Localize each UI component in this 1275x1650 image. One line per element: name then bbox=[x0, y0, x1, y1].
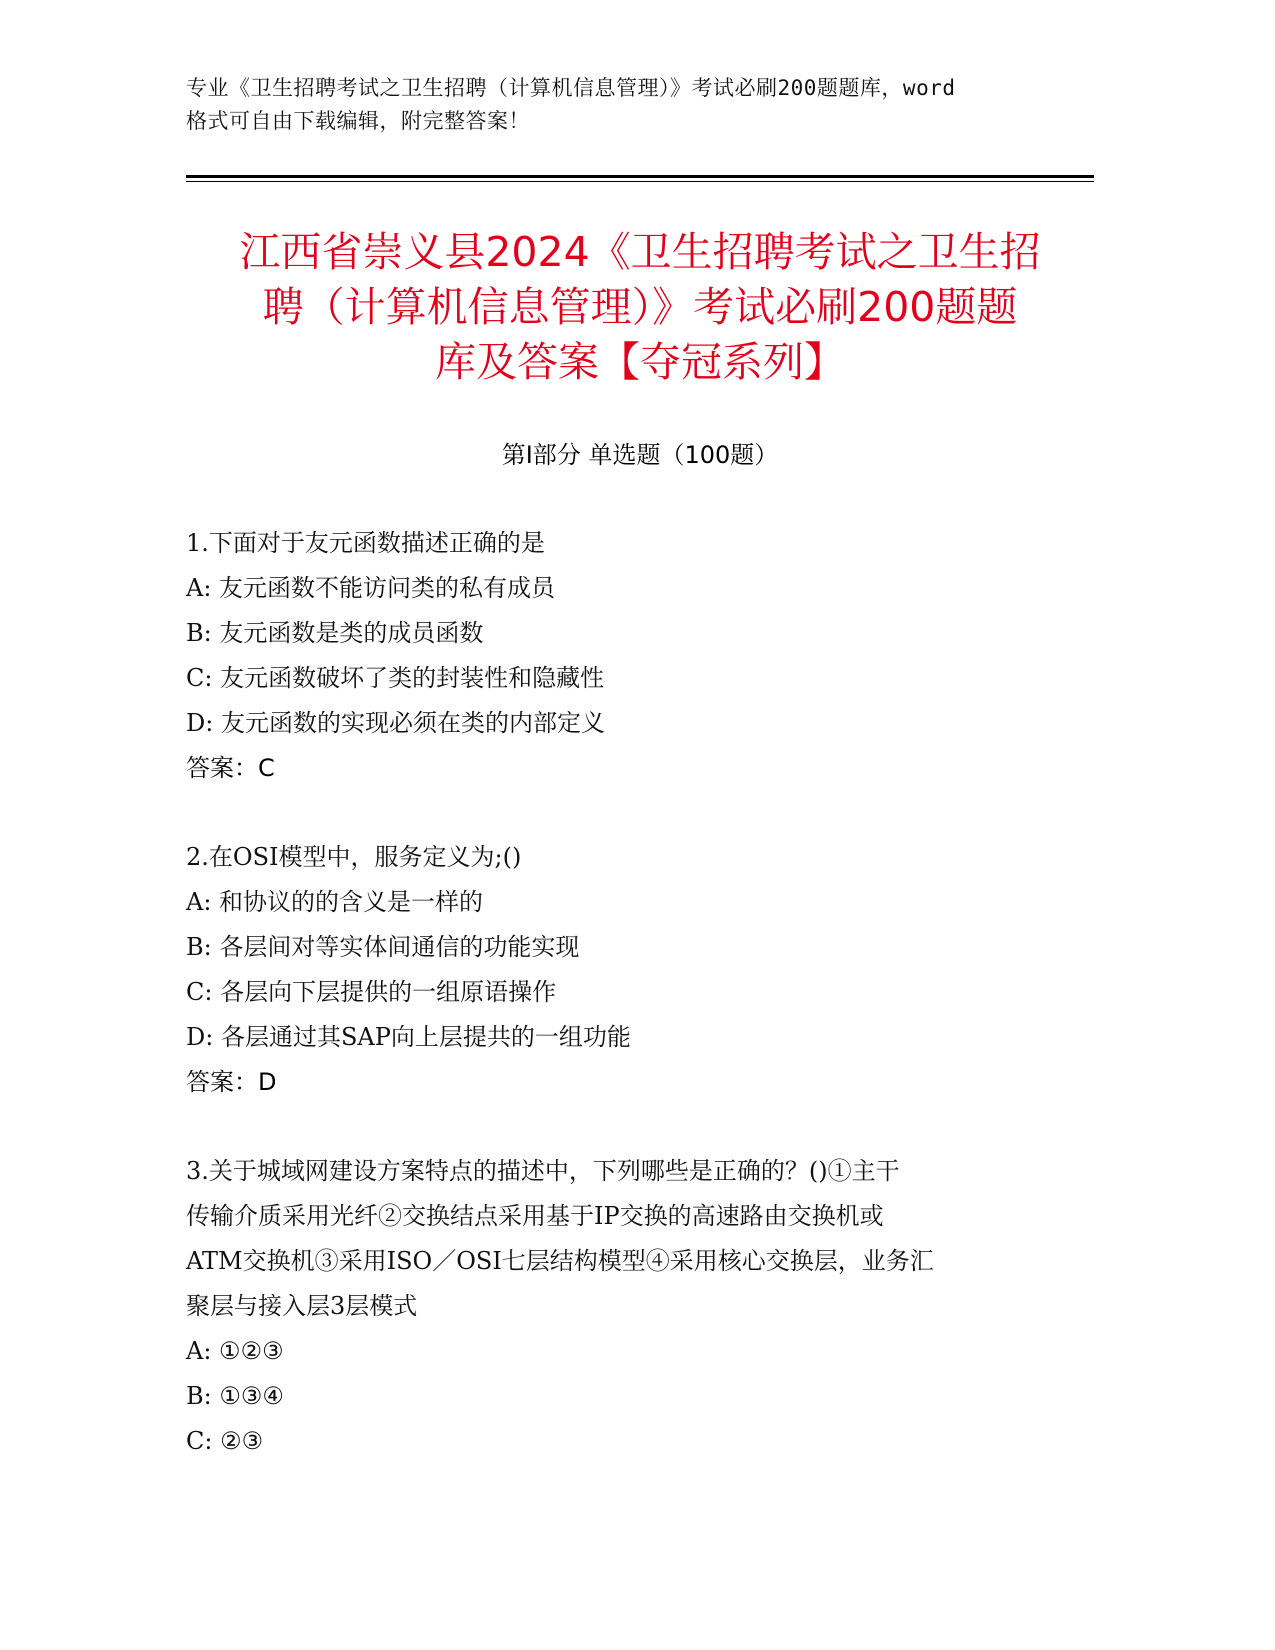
header-note-line-1: 专业《卫生招聘考试之卫生招聘（计算机信息管理）》考试必刷200题题库，word bbox=[186, 76, 956, 100]
question-1 bbox=[186, 521, 1066, 791]
title-line-2: 聘（计算机信息管理）》考试必刷200题题 bbox=[262, 283, 1018, 331]
title-line-1: 江西省崇义县2024《卫生招聘考试之卫生招 bbox=[239, 228, 1041, 276]
question-stem-line-2: 传输介质采用光纤②交换结点采用基于IP交换的高速路由交换机或 bbox=[186, 1202, 884, 1230]
option-d: D: 各层通过其SAP向上层提共的一组功能 bbox=[186, 1023, 631, 1051]
option-d: D: 友元函数的实现必须在类的内部定义 bbox=[186, 709, 605, 737]
answer: 答案：C bbox=[186, 754, 275, 782]
option-a: A: 和协议的的含义是一样的 bbox=[186, 888, 484, 916]
spacer bbox=[186, 1105, 1066, 1149]
question-3 bbox=[186, 1149, 1066, 1464]
option-c: C: ②③ bbox=[186, 1427, 264, 1455]
header-divider-thin bbox=[186, 181, 1094, 182]
option-b: B: 友元函数是类的成员函数 bbox=[186, 619, 484, 647]
option-b: B: 各层间对等实体间通信的功能实现 bbox=[186, 933, 580, 961]
option-c: C: 友元函数破坏了类的封装性和隐藏性 bbox=[186, 664, 605, 692]
question-stem-line-4: 聚层与接入层3层模式 bbox=[186, 1292, 418, 1320]
answer: 答案：D bbox=[186, 1068, 277, 1096]
header-note bbox=[186, 72, 1086, 138]
document-title bbox=[186, 225, 1094, 390]
question-stem-line-3: ATM交换机③采用ISO／OSI七层结构模型④采用核心交换层，业务汇 bbox=[186, 1247, 934, 1275]
option-a: A: 友元函数不能访问类的私有成员 bbox=[186, 574, 556, 602]
option-b: B: ①③④ bbox=[186, 1382, 284, 1410]
question-2 bbox=[186, 835, 1066, 1105]
header-divider-thick bbox=[186, 175, 1094, 178]
option-a: A: ①②③ bbox=[186, 1337, 284, 1365]
question-list bbox=[186, 521, 1066, 1464]
question-stem: 2.在OSI模型中，服务定义为;() bbox=[186, 843, 522, 871]
question-stem-line-1: 3.关于城域网建设方案特点的描述中，下列哪些是正确的？()①主干 bbox=[186, 1157, 900, 1185]
spacer bbox=[186, 791, 1066, 835]
title-line-3: 库及答案【夺冠系列】 bbox=[435, 338, 845, 386]
section-title: 第Ⅰ部分 单选题（100题） bbox=[501, 441, 779, 469]
header-note-line-2: 格式可自由下载编辑，附完整答案！ bbox=[186, 109, 530, 133]
option-c: C: 各层向下层提供的一组原语操作 bbox=[186, 978, 557, 1006]
question-stem: 1.下面对于友元函数描述正确的是 bbox=[186, 529, 545, 557]
